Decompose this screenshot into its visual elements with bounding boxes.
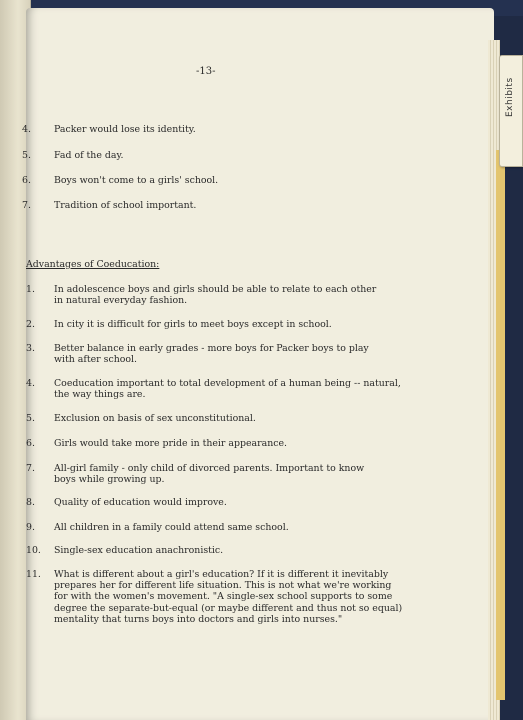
text-line: with after school. — [54, 354, 138, 366]
list-item-number: 9. — [26, 522, 35, 533]
list-item-number: 6. — [26, 438, 35, 449]
list-item-number: 4. — [22, 124, 31, 135]
list-item-number: 2. — [26, 319, 35, 330]
list-item-text — [54, 545, 404, 556]
text-line: Coeducation important to total development of a human being -- natural, — [54, 378, 401, 389]
list-item-number: 4. — [26, 378, 35, 389]
list-item-number: 11. — [26, 569, 41, 580]
text-line: In adolescence boys and girls should be able to relate to each other — [54, 284, 377, 295]
list-item-text: Fad of the day. — [54, 150, 124, 161]
list-item-text: Boys won't come to a girls' school. — [54, 175, 219, 186]
yellow-divider-edge — [496, 150, 505, 700]
list-item-number: 8. — [26, 497, 35, 508]
list-item-number: 5. — [22, 150, 31, 161]
list-item-text — [54, 343, 404, 365]
list-item-text — [54, 413, 404, 424]
text-line: Better balance in early grades - more boys for Packer boys to play — [54, 343, 369, 354]
list-item-text — [54, 497, 404, 508]
exhibits-tab-label: Exhibits — [505, 77, 515, 117]
list-item-text — [54, 463, 404, 485]
list-item-number: 7. — [26, 463, 35, 474]
text-line: All-girl family - only child of divorced parents. Important to know — [54, 463, 365, 474]
list-item-number: 7. — [22, 200, 31, 211]
list-item-number: 5. — [26, 413, 35, 424]
list-item-text — [54, 522, 404, 533]
page-number: -13- — [196, 66, 216, 77]
text-line: boys while growing up. — [54, 474, 165, 486]
section-heading: Advantages of Coeducation: — [26, 259, 160, 270]
list-item-text — [54, 319, 404, 330]
text-line: Exclusion on basis of sex unconstitutional. — [54, 413, 256, 424]
list-item-text — [54, 284, 404, 306]
list-item-text: Packer would lose its identity. — [54, 124, 196, 135]
list-item-text — [54, 378, 404, 400]
list-item-text — [54, 569, 404, 625]
list-item-number: 1. — [26, 284, 35, 295]
text-line: mentality that turns boys into doctors and girls into nurses." — [54, 613, 343, 625]
list-item-number: 6. — [22, 175, 31, 186]
text-line: the way things are. — [54, 389, 146, 401]
list-item-text: Tradition of school important. — [54, 200, 197, 211]
list-item-number: 10. — [26, 545, 41, 556]
list-item-number: 3. — [26, 343, 35, 354]
text-line: What is different about a girl's education? If it is different it inevitably — [54, 569, 389, 580]
text-line: degree the separate-but-equal (or maybe different and thus not so equal) — [54, 602, 403, 614]
text-line: for with the women's movement. "A single-sex school supports to some — [54, 591, 393, 603]
text-line: Single-sex education anachronistic. — [54, 545, 224, 556]
text-line: prepares her for different life situation. This is not what we're working — [54, 580, 392, 592]
text-line: Girls would take more pride in their appearance. — [54, 438, 288, 449]
text-line: In city it is difficult for girls to meet boys except in school. — [54, 319, 332, 330]
text-line: All children in a family could attend same school. — [54, 522, 289, 533]
text-line: Quality of education would improve. — [54, 497, 227, 508]
list-item-text — [54, 438, 404, 449]
text-line: in natural everyday fashion. — [54, 295, 188, 307]
